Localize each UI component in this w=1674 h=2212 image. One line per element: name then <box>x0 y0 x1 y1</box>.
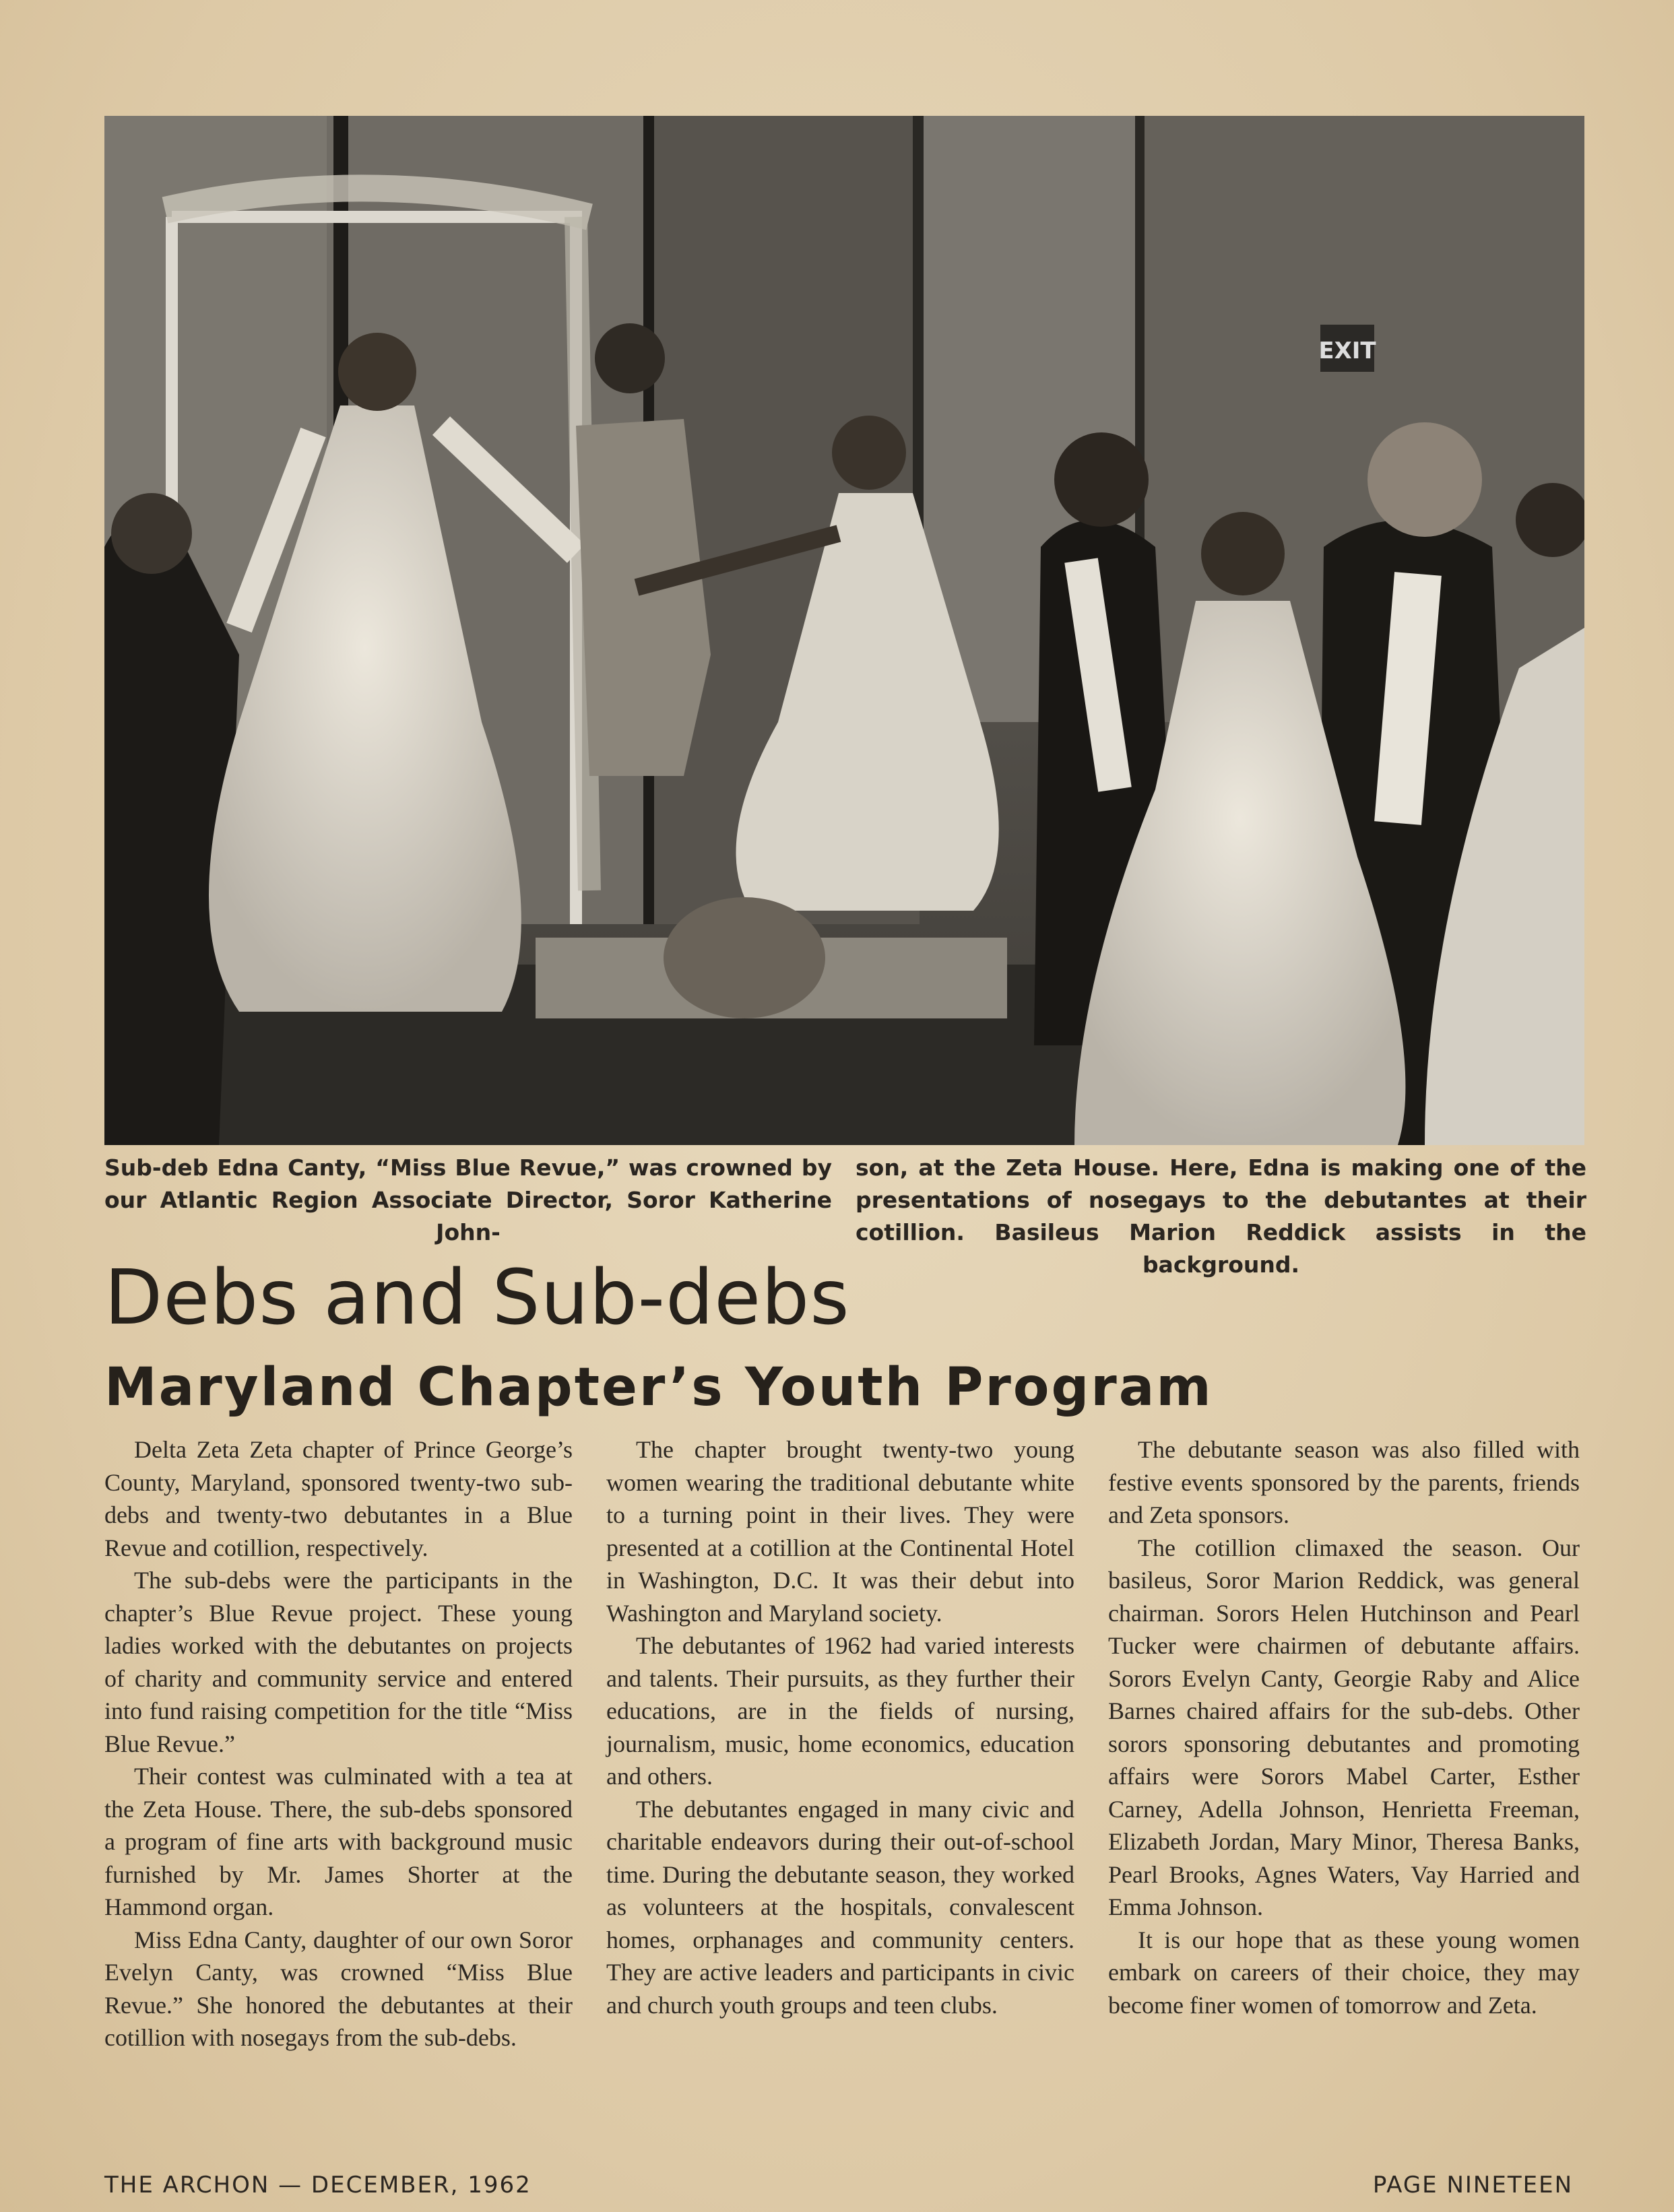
article-column-1 <box>104 1433 573 2054</box>
footer-page-number: PAGE NINETEEN <box>1372 2172 1573 2199</box>
paragraph: The cotillion climaxed the season. Our basileus, Soror Marion Reddick, was general chairman. Sorors Helen Hutchinson and Pearl Tucker were chairmen of debutante affairs. Sorors Evelyn Canty, Georgie Raby and Alice Barnes chaired affairs for the sub-debs. Other sorors sponsoring debutantes and promoting affairs were Sorors Mabel Carter, Esther Carney, Adella Johnson, Henrietta Freeman, Elizabeth Jordan, Mary Minor, Theresa Banks, Pearl Brooks, Agnes Waters, Vay Harried and Emma Johnson. <box>1108 1534 1580 1920</box>
article-title: Debs and Sub-debs <box>104 1254 850 1342</box>
footer-publication: THE ARCHON — DECEMBER, 1962 <box>104 2172 532 2199</box>
paragraph: It is our hope that as these young women embark on careers of their choice, they may become finer women of tomorrow and Zeta. <box>1108 1926 1580 2019</box>
paragraph: The sub-debs were the participants in the chapter’s Blue Revue project. These young ladies worked with the debutantes on projects of charity and community service and entered into fund raising competition for the title “Miss Blue Revue.” <box>104 1567 573 1757</box>
paragraph: Delta Zeta Zeta chapter of Prince George’s County, Maryland, sponsored twenty-two sub-debs and twenty-two debutantes in a Blue Revue and cotillion, respectively. <box>104 1436 573 1561</box>
svg-text:EXIT: EXIT <box>1318 337 1376 364</box>
paragraph: Miss Edna Canty, daughter of our own Soror Evelyn Canty, was crowned “Miss Blue Revue.” She honored the debutantes at their cotillion with nosegays from the sub-debs. <box>104 1926 573 2051</box>
paragraph: The chapter brought twenty-two young women wearing the traditional debutante white to a turning point in their lives. They were presented at a cotillion at the Continental Hotel in Washington, D.C. It was their debut into Washington and Maryland society. <box>606 1436 1074 1627</box>
article-subtitle: Maryland Chapter’s Youth Program <box>104 1357 1213 1418</box>
exit-sign <box>1318 325 1376 372</box>
article-column-2 <box>606 1433 1074 2021</box>
photo-illustration <box>104 116 1584 1145</box>
event-photograph <box>104 116 1584 1145</box>
paragraph: Their contest was culminated with a tea at the Zeta House. There, the sub-debs sponsored a program of fine arts with background music furnished by Mr. James Shorter at the Hammond organ. <box>104 1763 573 1920</box>
paragraph: The debutante season was also filled with festive events sponsored by the parents, friends and Zeta sponsors. <box>1108 1436 1580 1528</box>
photo-caption-left: Sub-deb Edna Canty, “Miss Blue Revue,” was crowned by our Atlantic Region Associate Director, Soror Katherine John- <box>104 1154 832 1245</box>
photo-caption-right: son, at the Zeta House. Here, Edna is making one of the presentations of nosegays to the debutantes at their cotillion. Basileus Marion Reddick assists in the background. <box>856 1154 1586 1278</box>
article-column-3 <box>1108 1433 1580 2021</box>
paragraph: The debutantes of 1962 had varied interests and talents. Their pursuits, as they further their educations, are in the fields of nursing, journalism, music, home economics, education and others. <box>606 1632 1074 1790</box>
paragraph: The debutantes engaged in many civic and charitable endeavors during their out-of-school time. During the debutante season, they worked as volunteers at the hospitals, convalescent homes, orphanages and community centers. They are active leaders and participants in civic and church youth groups and teen clubs. <box>606 1795 1074 2019</box>
